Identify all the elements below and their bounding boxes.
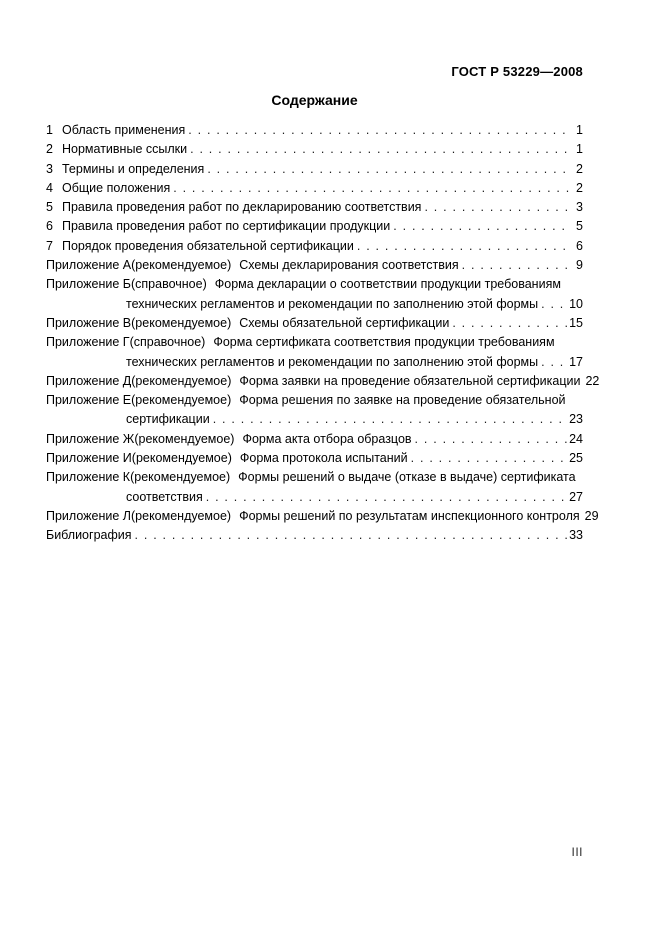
toc-entry (46, 237, 583, 256)
toc-entry-appendix (46, 275, 583, 294)
toc-entry-title: Формы решений по результатам инспекционного контроля (239, 508, 580, 523)
toc-entry-continuation (46, 488, 583, 507)
appendix-label: Приложение Б (46, 277, 131, 292)
appendix-label: Приложение Е (46, 393, 132, 408)
toc-entry-page: 29 (584, 508, 599, 523)
appendix-kind: (рекомендуемое) (131, 315, 232, 330)
appendix-label: Приложение Д (46, 373, 132, 388)
appendix-kind: (справочное) (131, 277, 207, 292)
dot-leader (415, 430, 568, 449)
dot-leader (135, 526, 568, 545)
toc-entry-appendix (46, 507, 599, 526)
appendix-kind: (рекомендуемое) (131, 373, 232, 388)
dot-leader (357, 237, 571, 256)
dot-leader (213, 410, 567, 429)
toc-entry (46, 160, 583, 179)
dot-leader (173, 179, 571, 198)
toc-entry-title: соответствия (126, 489, 203, 504)
toc-entry (46, 121, 583, 140)
toc-entry-title: Форма протокола испытаний (239, 451, 408, 466)
toc-entry-title: Библиография (46, 528, 132, 543)
toc-entry-appendix (46, 333, 583, 352)
toc-entry-appendix (46, 372, 600, 391)
toc-entry-appendix (46, 256, 583, 275)
toc-entry-title: Правила проведения работ по сертификации продукции (62, 219, 391, 234)
toc-entry-page: 5 (576, 219, 583, 234)
toc-entry-title: Форма акта отбора образцов (242, 431, 412, 446)
appendix-kind: (справочное) (129, 335, 206, 350)
dot-leader (452, 314, 567, 333)
toc-entry-page: 1 (576, 123, 583, 137)
dot-leader (411, 449, 567, 468)
toc-entry-title: Форма сертификата соответствия продукции требованиям (213, 335, 555, 350)
dot-leader (190, 140, 571, 159)
toc-entry-title: сертификации (126, 412, 210, 427)
appendix-label: Приложение В (46, 315, 132, 330)
toc-entry-page: 15 (569, 315, 583, 330)
toc-entry-number: 4 (46, 180, 53, 195)
toc-entry-title: Схемы декларирования соответствия (239, 258, 459, 273)
toc-entry-appendix (46, 314, 583, 333)
appendix-label: Приложение А (46, 258, 132, 273)
toc-entry-number: 7 (46, 238, 53, 253)
dot-leader (541, 295, 567, 314)
toc-entry-title: Схемы обязательной сертификации (239, 315, 450, 330)
toc-entry-number: 1 (46, 123, 53, 137)
dot-leader (188, 121, 571, 140)
toc-entry-title: Форма декларации о соответствии продукции требованиям (214, 277, 561, 292)
toc-entry-page: 2 (576, 180, 583, 195)
page-title: Содержание (271, 92, 358, 108)
toc-entry-title: Нормативные ссылки (62, 142, 188, 157)
toc-entry-appendix (46, 449, 583, 468)
toc-entry-title: Правила проведения работ по декларированию соответствия (62, 200, 422, 215)
toc-entry-page: 2 (576, 161, 583, 176)
toc-entry-page: 1 (576, 142, 583, 157)
toc-entry-title: Область применения (62, 123, 186, 137)
toc-entry-number: 6 (46, 219, 53, 234)
toc-entry-page: 27 (569, 489, 583, 504)
toc-entry-continuation (46, 295, 583, 314)
toc-entry-continuation (46, 410, 583, 429)
appendix-kind: (рекомендуемое) (131, 258, 232, 273)
dot-leader (206, 488, 567, 507)
appendix-label: Приложение Г (46, 335, 130, 350)
table-of-contents (46, 121, 600, 546)
toc-entry (46, 198, 583, 217)
appendix-kind: (рекомендуемое) (134, 431, 235, 446)
toc-entry (46, 179, 583, 198)
toc-entry-page: 6 (576, 238, 583, 253)
dot-leader (541, 353, 567, 372)
toc-entry-page: 3 (576, 200, 583, 215)
appendix-kind: (рекомендуемое) (131, 508, 232, 523)
toc-entry-page: 23 (569, 412, 583, 427)
toc-entry-title: технических регламентов и рекомендации по заполнению этой формы (126, 296, 539, 311)
toc-entry-appendix (46, 391, 583, 410)
toc-entry-page: 9 (576, 258, 583, 273)
toc-entry-title: Общие положения (62, 180, 171, 195)
toc-entry-page: 22 (585, 373, 600, 388)
toc-entry-title: Порядок проведения обязательной сертификации (62, 238, 354, 253)
toc-entry-appendix (46, 430, 583, 449)
toc-entry (46, 140, 583, 159)
toc-entry-number: 2 (46, 142, 53, 157)
appendix-label: Приложение Л (46, 508, 131, 523)
appendix-label: Приложение И (46, 451, 132, 466)
toc-entry-title: Форма заявки на проведение обязательной сертификации (239, 373, 581, 388)
toc-entry-number: 5 (46, 200, 53, 215)
toc-entry-title: технических регламентов и рекомендации по заполнению этой формы (126, 354, 539, 369)
dot-leader (462, 256, 571, 275)
toc-entry-page: 17 (569, 354, 583, 369)
document-code: ГОСТ Р 53229—2008 (451, 64, 583, 79)
toc-entry-appendix (46, 468, 583, 487)
toc-entry-page: 25 (569, 451, 583, 466)
toc-entry-title: Термины и определения (62, 161, 205, 176)
toc-entry (46, 217, 583, 236)
appendix-label: Приложение Ж (46, 431, 135, 446)
toc-entry-page: 33 (569, 528, 583, 543)
toc-entry-number: 3 (46, 161, 53, 176)
appendix-kind: (рекомендуемое) (130, 470, 231, 485)
toc-entry-continuation (46, 353, 583, 372)
appendix-kind: (рекомендуемое) (131, 451, 232, 466)
toc-entry-bibliography (46, 526, 583, 545)
toc-entry-page: 10 (569, 296, 583, 311)
toc-entry-page: 24 (569, 431, 583, 446)
toc-entry-title: Форма решения по заявке на проведение обязательной (239, 393, 566, 408)
dot-leader (393, 217, 571, 236)
dot-leader (424, 198, 571, 217)
appendix-label: Приложение К (46, 470, 131, 485)
appendix-kind: (рекомендуемое) (131, 393, 232, 408)
dot-leader (207, 160, 571, 179)
toc-entry-title: Формы решений о выдаче (отказе в выдаче) сертификата (238, 470, 576, 485)
page-number-roman: III (571, 845, 583, 859)
